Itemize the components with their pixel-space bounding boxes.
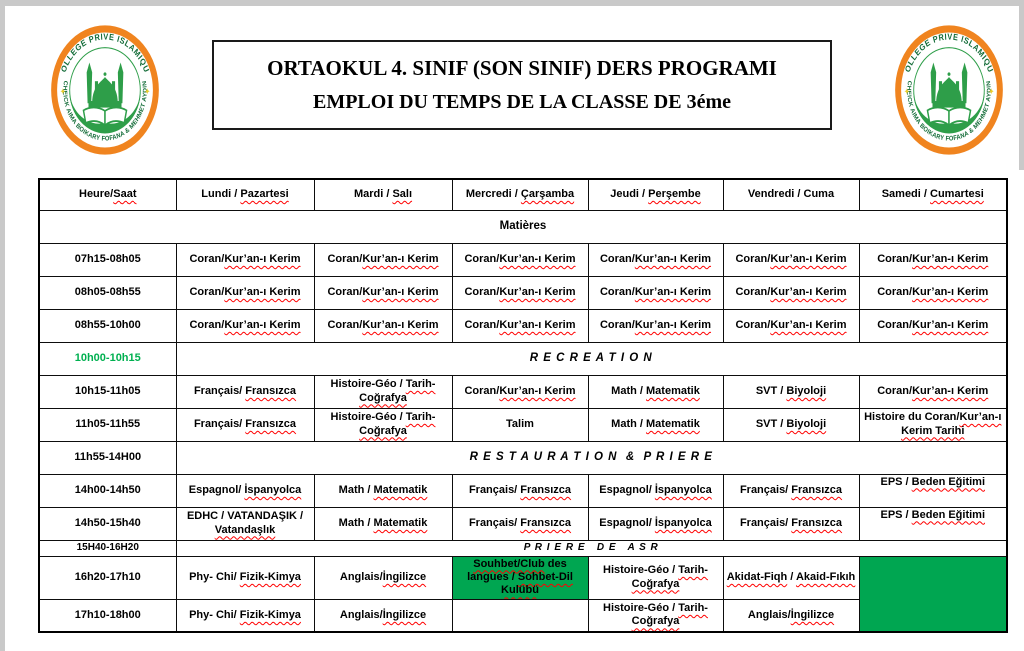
text-segment: Coran/: [877, 252, 913, 265]
subject-cell: [588, 375, 723, 408]
text-segment: Kur’an-ı Kerim: [362, 252, 439, 265]
text-segment: Perşembe: [648, 188, 701, 201]
table-row: [39, 441, 1007, 474]
school-logo-right: [894, 24, 1004, 156]
subject-cell: [176, 243, 314, 276]
text-segment: Matematik: [646, 384, 700, 397]
text-segment: Akidat-Fiqh: [726, 570, 788, 583]
text-segment: İspanyolca: [244, 483, 302, 496]
subject-cell: [859, 556, 1007, 632]
column-header: [39, 179, 176, 210]
text-segment: Kur’an-ı Kerim: [912, 252, 989, 265]
subject-cell: [588, 309, 723, 342]
text-segment: Matematik: [373, 516, 428, 529]
text-segment: Kur’an-ı Kerim: [912, 318, 989, 331]
subject-cell: [859, 243, 1007, 276]
text-segment: İngilizce: [790, 608, 835, 621]
subject-cell: [314, 375, 452, 408]
subject-cell: [314, 474, 452, 507]
time-cell: 10h15-11h05: [39, 375, 176, 408]
time-cell: 11h55-14H00: [39, 441, 176, 474]
text-segment: EPS /: [880, 475, 912, 488]
subject-cell: [452, 599, 588, 632]
text-segment: Kur’an-ı Kerim: [224, 285, 301, 298]
text-segment: Kur’an-ı Kerim: [634, 252, 712, 265]
text-segment: Beden Eğitimi: [911, 508, 986, 521]
time-cell: 11h05-11h55: [39, 408, 176, 441]
table-row: [39, 474, 1007, 507]
text-segment: Kur’an-ı Kerim: [499, 384, 576, 397]
text-segment: Fransızca: [791, 516, 843, 529]
text-segment: Kur’an-ı Kerim: [362, 318, 439, 331]
text-segment: Coran/: [735, 285, 771, 298]
time-cell: 16h20-17h10: [39, 556, 176, 599]
text-segment: Fransızca: [520, 483, 572, 496]
text-segment: Biyoloji: [786, 417, 827, 430]
text-segment: Pazartesi: [240, 188, 289, 201]
text-segment: Cumartesi: [930, 188, 984, 201]
column-header: [723, 179, 859, 210]
time-cell: 08h55-10h00: [39, 309, 176, 342]
text-segment: Coran/: [877, 318, 913, 331]
text-segment: Talim: [506, 417, 534, 430]
subject-cell: [452, 375, 588, 408]
text-segment: Vatandaşlık: [214, 523, 276, 536]
text-segment: Fransızca: [520, 516, 572, 529]
text-segment: Kur’an-ı Kerim: [634, 285, 712, 298]
subject-cell: [176, 276, 314, 309]
text-segment: Souhbet/Club: [473, 557, 545, 570]
text-segment: Phy- Chi/: [189, 570, 240, 583]
text-segment: Coran/: [189, 285, 225, 298]
subject-cell: [723, 408, 859, 441]
subject-cell: [588, 276, 723, 309]
text-segment: Histoire-Géo /: [330, 411, 406, 424]
subject-cell: [176, 474, 314, 507]
subject-cell: [723, 599, 859, 632]
column-header: [452, 179, 588, 210]
text-segment: Tarih-Coğrafya: [359, 378, 436, 404]
text-segment: Beden Eğitimi: [911, 475, 986, 488]
text-segment: Coran/: [877, 285, 913, 298]
subject-cell: [314, 599, 452, 632]
window-edge-left: [0, 0, 5, 651]
text-segment: Jeudi /: [610, 188, 649, 201]
subject-cell: [859, 309, 1007, 342]
subject-cell: [314, 276, 452, 309]
break-label-cell: R E S T A U R A T I O N & P R I E R E: [176, 441, 1007, 474]
time-cell: 08h05-08h55: [39, 276, 176, 309]
text-segment: Matematik: [646, 417, 700, 430]
subject-cell: [452, 309, 588, 342]
subject-cell: [588, 408, 723, 441]
text-segment: Coran/: [877, 384, 913, 397]
window-edge-top: [0, 0, 1024, 6]
text-segment: EDHC / VATANDAŞIK /: [186, 510, 304, 523]
text-segment: Histoire-Géo /: [603, 564, 679, 577]
subject-cell: [314, 556, 452, 599]
text-segment: Samedi /: [881, 188, 930, 201]
subject-cell: [176, 375, 314, 408]
window-edge-right: [1019, 0, 1024, 170]
timetable: [38, 178, 1008, 633]
text-segment: Kur’an-ı Kerim: [912, 384, 989, 397]
text-segment: Kur’an-ı Kerim: [499, 318, 576, 331]
title-line-1: ORTAOKUL 4. SINIF (SON SINIF) DERS PROGRAMI: [267, 56, 777, 80]
text-segment: Espagnol/: [188, 483, 245, 496]
subject-cell: [452, 474, 588, 507]
subject-cell: [723, 474, 859, 507]
text-segment: Anglais/: [747, 608, 791, 621]
subject-cell: [452, 243, 588, 276]
title-line-2: EMPLOI DU TEMPS DE LA CLASSE DE 3éme: [312, 91, 731, 113]
subject-cell: [723, 243, 859, 276]
text-segment: İspanyolca: [654, 483, 712, 496]
subject-cell: [314, 309, 452, 342]
text-segment: Kur’an-ı Kerim: [224, 318, 301, 331]
table-row: [39, 540, 1007, 556]
text-segment: Mardi /: [353, 188, 393, 201]
subject-cell: [176, 556, 314, 599]
text-segment: Math /: [338, 516, 374, 529]
text-segment: Çarşamba: [520, 188, 575, 201]
header-row: [39, 179, 1007, 210]
subject-cell: [859, 408, 1007, 441]
subject-cell: [588, 599, 723, 632]
text-segment: Heure/: [79, 188, 114, 201]
time-cell: 17h10-18h00: [39, 599, 176, 632]
subject-cell: [176, 309, 314, 342]
subject-cell: [723, 309, 859, 342]
text-segment: Tarih-Coğrafya: [631, 602, 708, 628]
text-segment: Kulübü: [501, 584, 539, 597]
text-segment: Coran/: [464, 252, 500, 265]
text-segment: Histoire-Géo /: [603, 602, 679, 615]
text-segment: Coran/: [189, 318, 225, 331]
text-segment: Tarih-Coğrafya: [359, 411, 436, 437]
subject-cell: [588, 474, 723, 507]
text-segment: Espagnol/: [599, 516, 655, 529]
text-segment: Français/: [468, 483, 521, 496]
text-segment: İspanyolca: [654, 516, 712, 529]
table-row: [39, 210, 1007, 243]
subject-cell: [588, 507, 723, 540]
text-segment: Histoire-Géo /: [330, 378, 406, 391]
subject-cell: [859, 507, 1007, 540]
text-segment: Fizik-Kimya: [239, 608, 301, 621]
text-segment: Coran/: [464, 318, 500, 331]
text-segment: Vendredi / Cuma: [747, 188, 835, 201]
subject-cell: [452, 556, 588, 599]
text-segment: Mercredi /: [465, 188, 521, 201]
text-segment: SVT /: [755, 384, 787, 397]
subject-cell: [588, 556, 723, 599]
text-segment: /: [787, 570, 796, 583]
text-segment: Coran/: [735, 318, 771, 331]
text-segment: Kur’an-ı Kerim: [499, 285, 576, 298]
text-segment: Coran/: [464, 384, 500, 397]
subject-cell: [314, 408, 452, 441]
text-segment: Anglais/: [339, 608, 383, 621]
table-row: [39, 276, 1007, 309]
table-row: [39, 243, 1007, 276]
school-logo-left: [50, 24, 160, 156]
subject-cell: [859, 276, 1007, 309]
subject-cell: [723, 276, 859, 309]
subject-cell: [314, 507, 452, 540]
table-row: [39, 375, 1007, 408]
text-segment: Coran/: [599, 318, 635, 331]
text-segment: Fizik-Kimya: [239, 570, 301, 583]
table-row: [39, 309, 1007, 342]
text-segment: Math /: [611, 417, 647, 430]
time-cell: 14h00-14h50: [39, 474, 176, 507]
text-segment: Fransızca: [791, 483, 843, 496]
text-segment: Fransızca: [245, 384, 297, 397]
text-segment: Sohbet-Dil: [517, 570, 573, 583]
text-segment: Kur’an-ı Kerim Tarihi: [901, 411, 1002, 437]
text-segment: Français/: [193, 417, 246, 430]
time-cell: 07h15-08h05: [39, 243, 176, 276]
text-segment: Fransızca: [245, 417, 297, 430]
text-segment: Kur’an-ı Kerim: [770, 318, 847, 331]
text-segment: Matematik: [373, 483, 428, 496]
band-row-label: Matières: [39, 210, 1007, 243]
subject-cell: [588, 243, 723, 276]
subject-cell: [452, 408, 588, 441]
text-segment: Français/: [739, 516, 792, 529]
text-segment: Kur’an-ı Kerim: [770, 285, 847, 298]
text-segment: Kur’an-ı Kerim: [770, 252, 847, 265]
text-segment: Phy- Chi/: [189, 608, 240, 621]
text-segment: Lundi /: [201, 188, 241, 201]
subject-cell: [723, 556, 859, 599]
table-row: [39, 408, 1007, 441]
text-segment: Coran/: [599, 285, 635, 298]
text-segment: Anglais/: [339, 570, 383, 583]
column-header: [588, 179, 723, 210]
text-segment: Math /: [611, 384, 647, 397]
time-cell: 15H40-16H20: [39, 540, 176, 556]
text-segment: Coran/: [189, 252, 225, 265]
column-header: [859, 179, 1007, 210]
text-segment: Espagnol/: [599, 483, 655, 496]
text-segment: Kur’an-ı Kerim: [362, 285, 439, 298]
time-cell: 10h00-10h15: [39, 342, 176, 375]
title-box: [212, 40, 832, 130]
subject-cell: [723, 507, 859, 540]
text-segment: Coran/: [599, 252, 635, 265]
text-segment: Coran/: [464, 285, 500, 298]
text-segment: Français/: [193, 384, 246, 397]
text-segment: Kur’an-ı Kerim: [634, 318, 712, 331]
text-segment: İngilizce: [382, 608, 427, 621]
column-header: [314, 179, 452, 210]
subject-cell: [176, 408, 314, 441]
time-cell: 14h50-15h40: [39, 507, 176, 540]
text-segment: Math /: [338, 483, 374, 496]
subject-cell: [314, 243, 452, 276]
subject-cell: [176, 507, 314, 540]
table-row: [39, 507, 1007, 540]
table-row: [39, 556, 1007, 599]
subject-cell: [176, 599, 314, 632]
text-segment: Biyoloji: [786, 384, 827, 397]
text-segment: Kur’an-ı Kerim: [499, 252, 576, 265]
text-segment: Coran/: [327, 318, 363, 331]
text-segment: Kur’an-ı Kerim: [912, 285, 989, 298]
subject-cell: [452, 507, 588, 540]
break-label-cell: P R I E R E D E A S R: [176, 540, 1007, 556]
text-segment: EPS /: [880, 508, 912, 521]
text-segment: Coran/: [327, 252, 363, 265]
text-segment: Français/: [468, 516, 521, 529]
subject-cell: [859, 375, 1007, 408]
subject-cell: [452, 276, 588, 309]
subject-cell: [859, 474, 1007, 507]
text-segment: Tarih-Coğrafya: [631, 564, 708, 590]
text-segment: Coran/: [327, 285, 363, 298]
text-segment: İngilizce: [382, 570, 427, 583]
column-header: [176, 179, 314, 210]
break-label-cell: R E C R E A T I O N: [176, 342, 1007, 375]
text-segment: Histoire du Coran/: [864, 411, 960, 424]
text-segment: Salı: [392, 188, 413, 201]
table-row: [39, 342, 1007, 375]
text-segment: Akaid-Fıkıh: [795, 570, 856, 583]
text-segment: Français/: [739, 483, 792, 496]
text-segment: Kur’an-ı Kerim: [224, 252, 301, 265]
text-segment: des langues /: [467, 557, 567, 583]
text-segment: SVT /: [755, 417, 787, 430]
text-segment: Coran/: [735, 252, 771, 265]
subject-cell: [723, 375, 859, 408]
text-segment: Saat: [113, 188, 137, 201]
